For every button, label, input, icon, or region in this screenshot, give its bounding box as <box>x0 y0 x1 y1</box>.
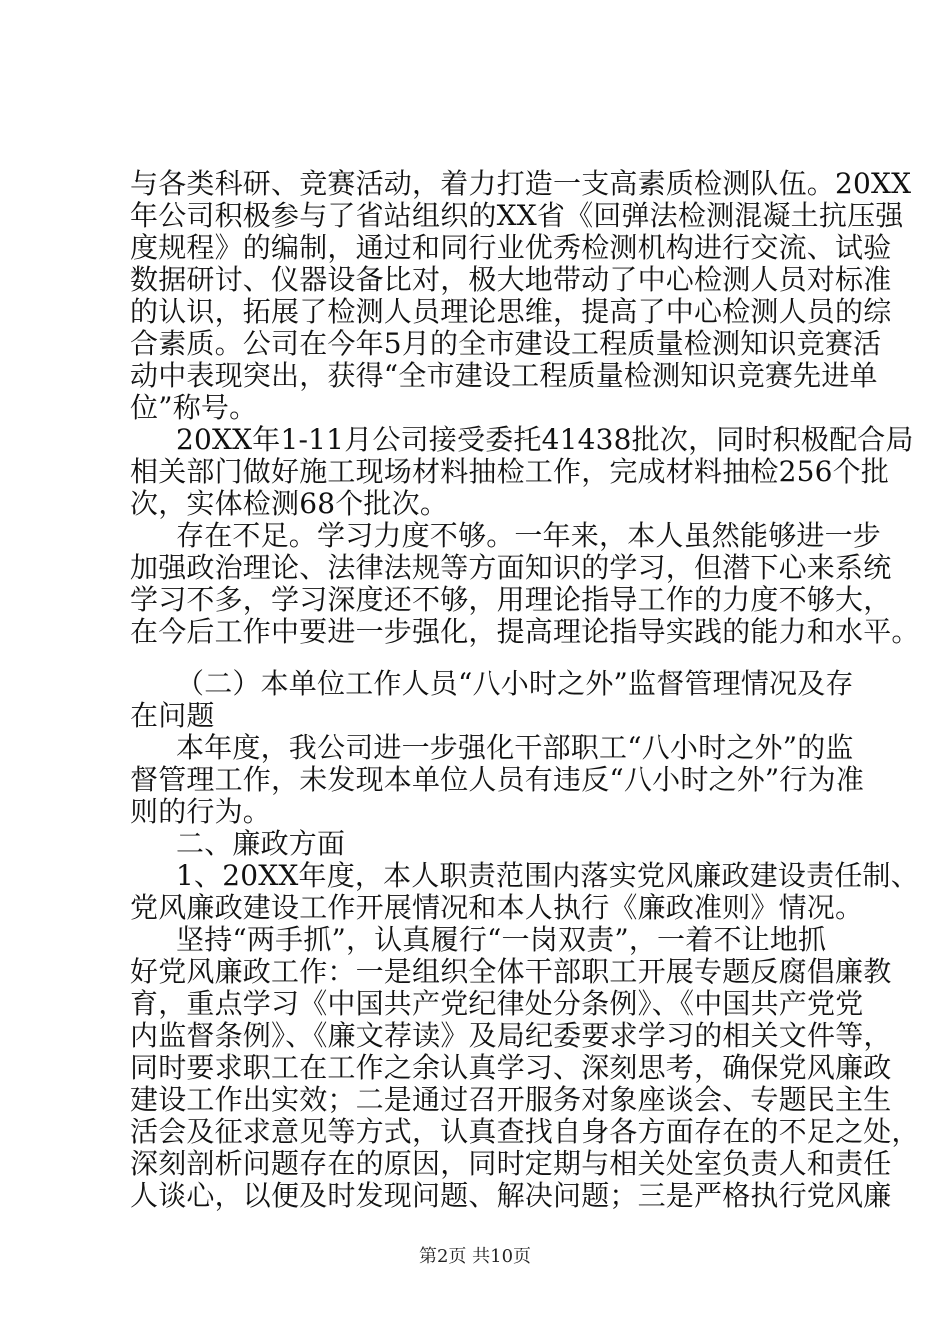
text-line: 合素质。公司在今年5月的全市建设工程质量检测知识竞赛活 <box>130 327 882 360</box>
text-line: 则的行为。 <box>130 795 272 828</box>
text-line: 活会及征求意见等方式，认真查找自身各方面存在的不足之处， <box>130 1115 920 1148</box>
section-heading: 在问题 <box>130 699 215 732</box>
text-line: 在今后工作中要进一步强化，提高理论指导实践的能力和水平。 <box>130 615 920 648</box>
text-line: 相关部门做好施工现场材料抽检工作，完成材料抽检256个批 <box>130 455 890 488</box>
text-line: 动中表现突出，获得“全市建设工程质量检测知识竞赛先进单 <box>130 359 878 392</box>
text-line: 与各类科研、竞赛活动，着力打造一支高素质检测队伍。20XX <box>130 167 912 200</box>
text-line: 加强政治理论、法律法规等方面知识的学习，但潜下心来系统 <box>130 551 892 584</box>
text-line: 度规程》的编制，通过和同行业优秀检测机构进行交流、试验 <box>130 231 892 264</box>
text-line: 位”称号。 <box>130 391 258 424</box>
section-heading: （二）本单位工作人员“八小时之外”监督管理情况及存 <box>176 667 854 700</box>
text-line: 育，重点学习《中国共产党纪律处分条例》、《中国共产党党 <box>130 987 864 1020</box>
text-line: 好党风廉政工作：一是组织全体干部职工开展专题反腐倡廉教 <box>130 955 892 988</box>
text-line: 坚持“两手抓”，认真履行“一岗双责”，一着不让地抓 <box>176 923 827 956</box>
text-line: 深刻剖析问题存在的原因，同时定期与相关处室负责人和责任 <box>130 1147 892 1180</box>
text-line: 同时要求职工在工作之余认真学习、深刻思考，确保党风廉政 <box>130 1051 892 1084</box>
text-line: 20XX年1-11月公司接受委托41438批次，同时积极配合局 <box>176 423 914 456</box>
text-line: 1、20XX年度，本人职责范围内落实党风廉政建设责任制、 <box>176 859 919 892</box>
section-heading: 二、廉政方面 <box>176 827 346 860</box>
text-line: 年公司积极参与了省站组织的XX省《回弹法检测混凝土抗压强 <box>130 199 904 232</box>
text-line: 建设工作出实效；二是通过召开服务对象座谈会、专题民主生 <box>130 1083 892 1116</box>
text-line: 次，实体检测68个批次。 <box>130 487 449 520</box>
text-line: 的认识，拓展了检测人员理论思维，提高了中心检测人员的综 <box>130 295 892 328</box>
text-line: 存在不足。学习力度不够。一年来，本人虽然能够进一步 <box>176 519 882 552</box>
text-line: 本年度，我公司进一步强化干部职工“八小时之外”的监 <box>176 731 854 764</box>
text-line: 内监督条例》、《廉文荐读》及局纪委要求学习的相关文件等， <box>130 1019 892 1052</box>
text-line: 督管理工作，未发现本单位人员有违反“八小时之外”行为准 <box>130 763 865 796</box>
text-line: 党风廉政建设工作开展情况和本人执行《廉政准则》情况。 <box>130 891 864 924</box>
text-line: 人谈心，以便及时发现问题、解决问题；三是严格执行党风廉 <box>130 1179 892 1212</box>
page-number-footer: 第2页 共10页 <box>418 1246 532 1267</box>
text-line: 数据研讨、仪器设备比对，极大地带动了中心检测人员对标准 <box>130 263 892 296</box>
text-line: 学习不多，学习深度还不够，用理论指导工作的力度不够大， <box>130 583 892 616</box>
